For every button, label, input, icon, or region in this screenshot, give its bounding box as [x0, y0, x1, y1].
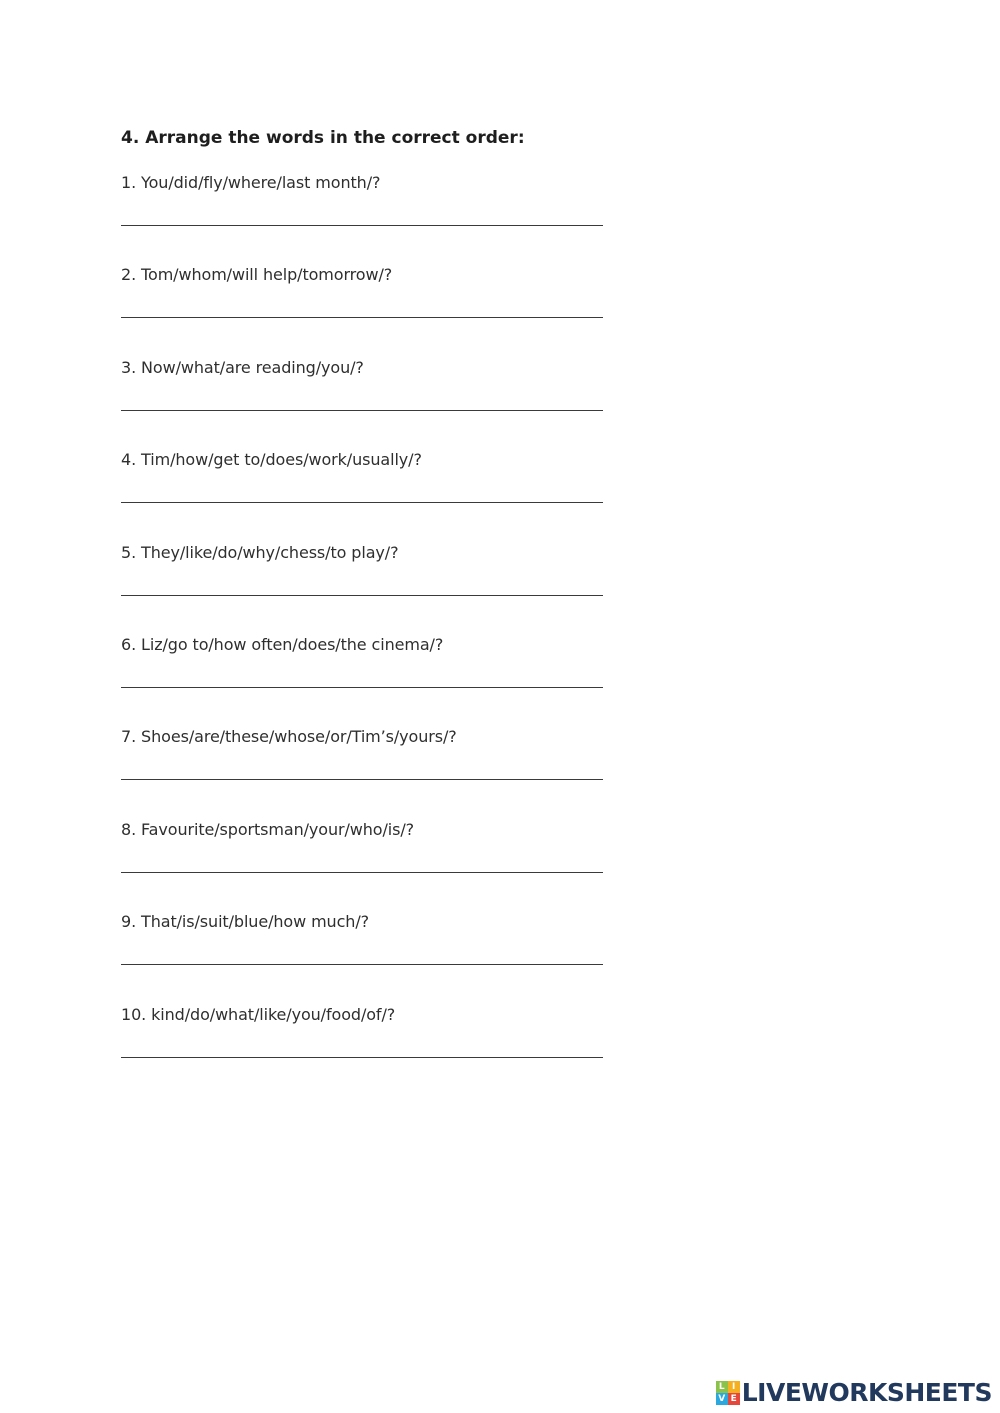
item-prompt: 9. That/is/suit/blue/how much/?: [121, 912, 370, 932]
exercise-item-7: [121, 726, 611, 818]
brand-wordmark: LIVEWORKSHEETS: [741, 1378, 992, 1407]
answer-line[interactable]: [121, 779, 603, 780]
liveworksheets-brand: [716, 1380, 992, 1406]
worksheet: [121, 126, 611, 1096]
exercise-item-2: [121, 264, 611, 356]
item-prompt: 6. Liz/go to/how often/does/the cinema/?: [121, 634, 444, 654]
item-prompt: 2. Tom/whom/will help/tomorrow/?: [121, 265, 393, 285]
answer-line[interactable]: [121, 502, 603, 503]
answer-line[interactable]: [121, 964, 603, 965]
item-prompt: 3. Now/what/are reading/you/?: [121, 357, 364, 377]
exercise-item-9: [121, 911, 611, 1003]
exercise-item-5: [121, 542, 611, 634]
item-prompt: 5. They/like/do/why/chess/to play/?: [121, 542, 399, 562]
logo-square-l: L: [716, 1381, 728, 1393]
item-prompt: 10. kind/do/what/like/you/food/of/?: [121, 1004, 396, 1024]
answer-line[interactable]: [121, 872, 603, 873]
logo-square-e: E: [728, 1393, 740, 1405]
answer-line[interactable]: [121, 687, 603, 688]
answer-line[interactable]: [121, 317, 603, 318]
item-prompt: 1. You/did/fly/where/last month/?: [121, 173, 381, 192]
exercise-heading: 4. Arrange the words in the correct order:: [121, 128, 525, 148]
answer-line[interactable]: [121, 410, 603, 411]
exercise-item-8: [121, 819, 611, 911]
item-prompt: 4. Tim/how/get to/does/work/usually/?: [121, 450, 422, 470]
item-prompt: 7. Shoes/are/these/whose/or/Tim’s/yours/?: [121, 727, 457, 747]
answer-line[interactable]: [121, 1057, 603, 1058]
exercise-item-1: [121, 172, 611, 264]
exercise-item-6: [121, 634, 611, 726]
exercise-item-3: [121, 357, 611, 449]
liveworksheets-logo-icon: [716, 1381, 740, 1405]
logo-square-v: V: [716, 1393, 728, 1405]
exercise-item-4: [121, 449, 611, 541]
exercise-list: [121, 172, 611, 1096]
answer-line[interactable]: [121, 595, 603, 596]
answer-line[interactable]: [121, 225, 603, 226]
item-prompt: 8. Favourite/sportsman/your/who/is/?: [121, 819, 415, 839]
logo-square-i: I: [728, 1381, 740, 1393]
exercise-item-10: [121, 1004, 611, 1096]
